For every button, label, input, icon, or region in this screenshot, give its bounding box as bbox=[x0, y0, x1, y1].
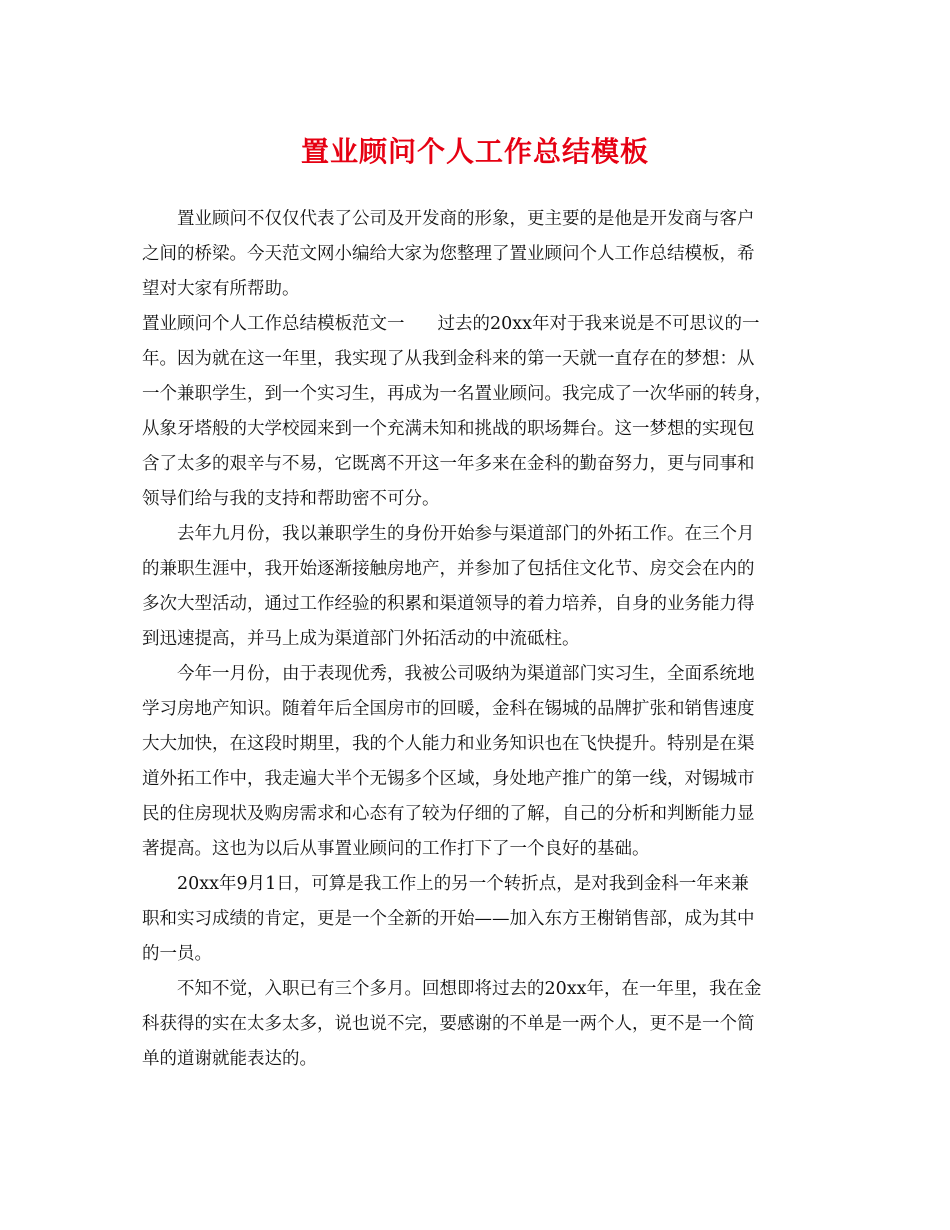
text-line: 的兼职生涯中，我开始逐渐接触房地产，并参加了包括住文化节、房交会在内的 bbox=[142, 559, 755, 579]
text-line: 领导们给与我的支持和帮助密不可分。 bbox=[142, 489, 440, 509]
section-heading: 置业顾问个人工作总结模板范文一 bbox=[142, 314, 405, 334]
text-line: 学习房地产知识。随着年后全国房市的回暖，金科在锡城的品牌扩张和销售速度 bbox=[142, 699, 755, 719]
text-line: 不知不觉，入职已有三个多月。回想即将过去的20xx年，在一年里，我在金 bbox=[177, 979, 762, 999]
text-line: 道外拓工作中，我走遍大半个无锡多个区域，身处地产推广的第一线，对锡城市 bbox=[142, 769, 755, 789]
text-line: 大大加快，在这段时期里，我的个人能力和业务知识也在飞快提升。特别是在渠 bbox=[142, 734, 755, 754]
text-line: 民的住房现状及购房需求和心态有了较为仔细的了解，自己的分析和判断能力显 bbox=[142, 804, 755, 824]
text-line: 单的道谢就能表达的。 bbox=[142, 1049, 317, 1069]
text-line: 科获得的实在太多太多，说也说不完，要感谢的不单是一两个人，更不是一个简 bbox=[142, 1014, 755, 1034]
text-line: 年。因为就在这一年里，我实现了从我到金科来的第一天就一直存在的梦想：从 bbox=[142, 349, 755, 369]
text-line: 职和实习成绩的肯定，更是一个全新的开始——加入东方王榭销售部，成为其中 bbox=[142, 909, 755, 929]
text-line: 一个兼职学生，到一个实习生，再成为一名置业顾问。我完成了一次华丽的转身， bbox=[142, 384, 772, 404]
text-line: 含了太多的艰辛与不易，它既离不开这一年多来在金科的勤奋努力，更与同事和 bbox=[142, 454, 755, 474]
text-line: 多次大型活动，通过工作经验的积累和渠道领导的着力培养，自身的业务能力得 bbox=[142, 594, 755, 614]
document-title: 置业顾问个人工作总结模板 bbox=[300, 135, 649, 168]
text-line: 著提高。这也为以后从事置业顾问的工作打下了一个良好的基础。 bbox=[142, 839, 650, 859]
text-line: 今年一月份，由于表现优秀，我被公司吸纳为渠道部门实习生，全面系统地 bbox=[177, 664, 755, 684]
text-line: 从象牙塔般的大学校园来到一个充满未知和挑战的职场舞台。这一梦想的实现包 bbox=[142, 419, 755, 439]
text-line: 望对大家有所帮助。 bbox=[142, 279, 300, 299]
text-line: 到迅速提高，并马上成为渠道部门外拓活动的中流砥柱。 bbox=[142, 629, 580, 649]
text-line: 之间的桥梁。今天范文网小编给大家为您整理了置业顾问个人工作总结模板，希 bbox=[142, 244, 755, 264]
document-body bbox=[142, 202, 802, 1077]
text-line: 20xx年9月1日，可算是我工作上的另一个转折点，是对我到金科一年来兼 bbox=[177, 874, 749, 894]
text-line: 的一员。 bbox=[142, 944, 212, 964]
text-line: 置业顾问不仅仅代表了公司及开发商的形象，更主要的是他是开发商与客户 bbox=[177, 209, 755, 229]
text-line-heading bbox=[142, 307, 802, 342]
section-text-continuation: 过去的20xx年对于我来说是不可思议的一 bbox=[437, 314, 760, 334]
text-line: 去年九月份，我以兼职学生的身份开始参与渠道部门的外拓工作。在三个月 bbox=[177, 524, 755, 544]
